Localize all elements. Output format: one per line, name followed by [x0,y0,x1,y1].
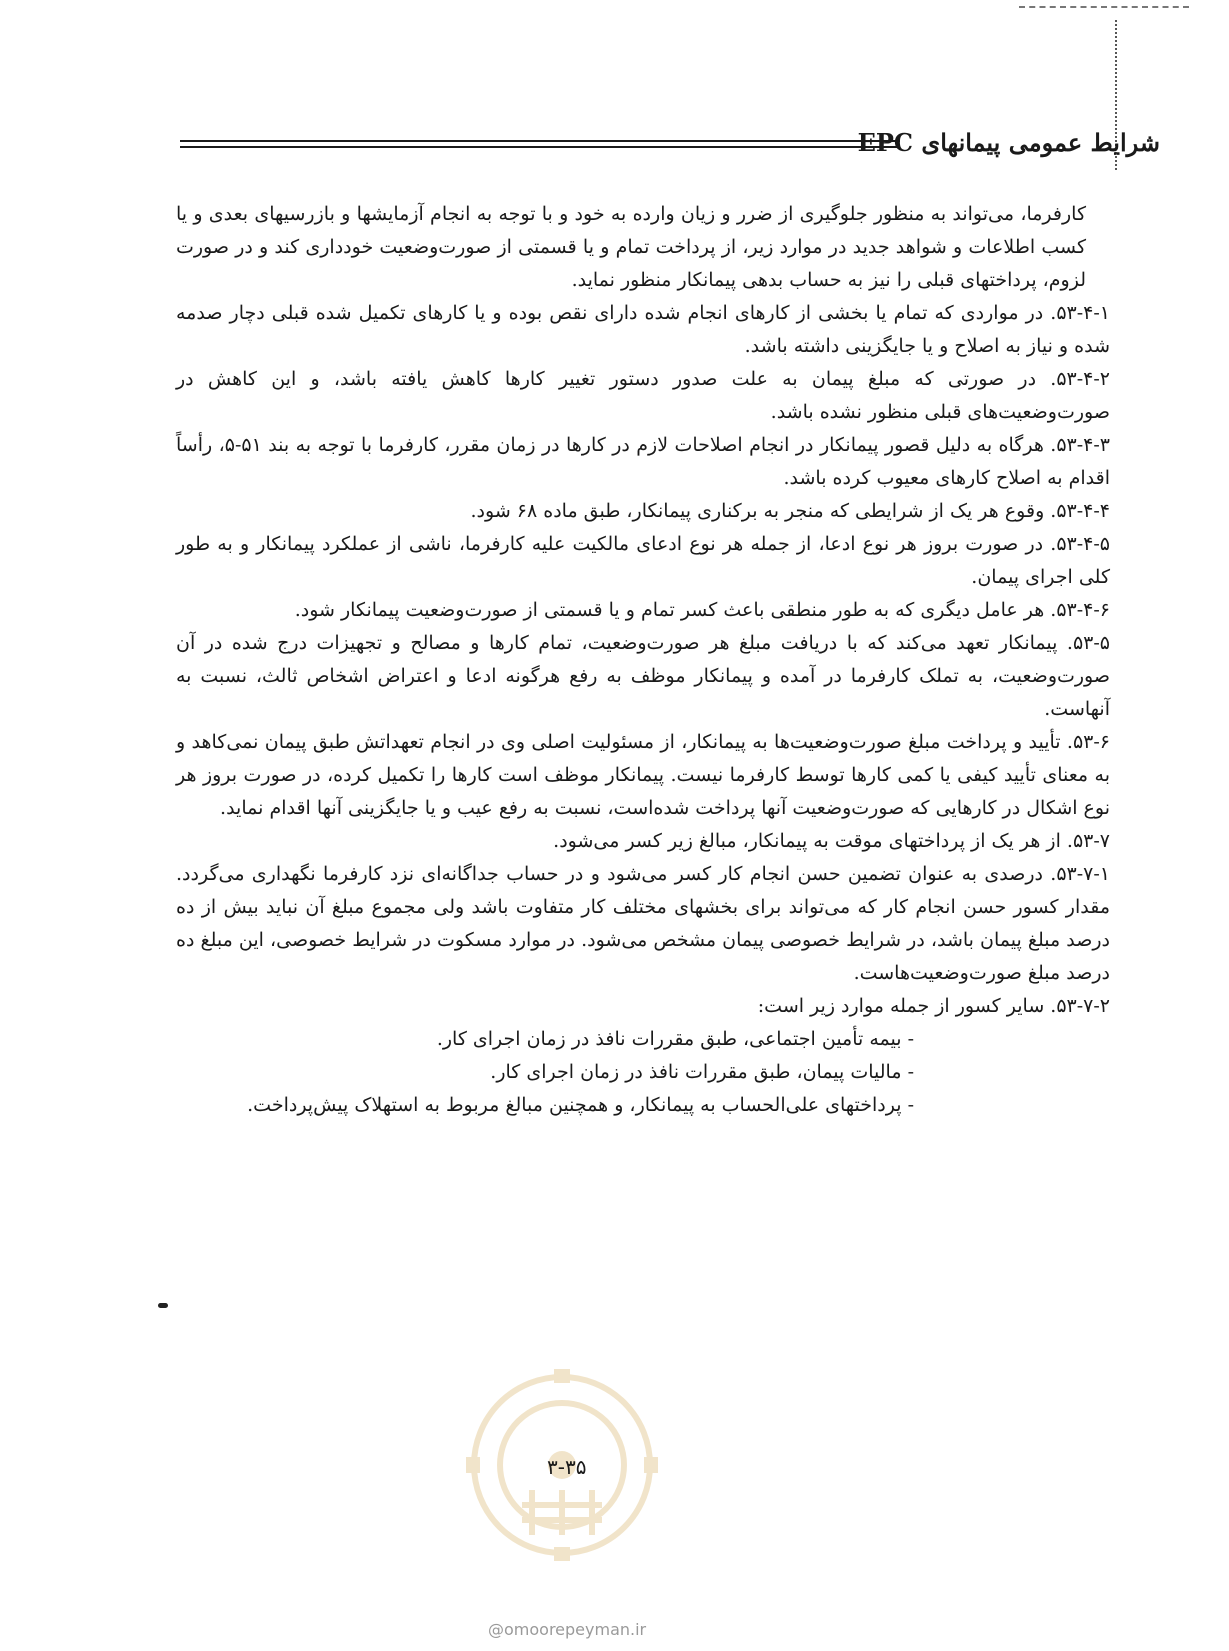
paragraph: ۵۳-۴-۱. در مواردی که تمام یا بخشی از کارهای انجام شده دارای نقص بوده و یا کارهای تکمیل شده قبلی دچار صدمه شده و نیاز به اصلاح و یا جایگزینی داشته باشد. [176,302,1110,357]
paragraph: ۵۳-۴-۳. هرگاه به دلیل قصور پیمانکار در انجام اصلاحات لازم در کارها در زمان مقرر، کارفرما با توجه به بند ۵۱-۵، رأساً اقدام به اصلاح کارهای معیوب کرده باشد. [176,434,1110,489]
paragraph: ۵۳-۷-۲. سایر کسور از جمله موارد زیر است: [757,995,1110,1017]
scan-edge-mark [1019,6,1189,8]
scan-speck [158,1303,168,1308]
running-title: شرایط عمومی پیمانهای EPC [857,128,1160,157]
list-item: - بیمه تأمین اجتماعی، طبق مقررات نافذ در زمان اجرای کار. [436,1028,914,1050]
paragraph: ۵۳-۴-۲. در صورتی که مبلغ پیمان به علت صدور دستور تغییر کارها کاهش یافته باشد، و این کاهش در صورت‌وضعیت‌های قبلی منظور نشده باشد. [176,368,1110,423]
list-item: - پرداختهای علی‌الحساب به پیمانکار، و همچنین مبالغ مربوط به استهلاک پیش‌پرداخت. [247,1094,914,1116]
list-item: - مالیات پیمان، طبق مقررات نافذ در زمان اجرای کار. [490,1061,914,1083]
paragraph: ۵۳-۴-۶. هر عامل دیگری که به طور منطقی باعث کسر تمام و یا قسمتی از صورت‌وضعیت پیمانکار شود. [294,599,1110,621]
paragraph: ۵۳-۴-۵. در صورت بروز هر نوع ادعا، از جمله هر نوع ادعای مالکیت علیه کارفرما، ناشی از عملکرد پیمانکار و به طور کلی اجرای پیمان. [176,533,1110,588]
paragraph: ۵۳-۵. پیمانکار تعهد می‌کند که با دریافت مبلغ هر صورت‌وضعیت، تمام کارها و مصالح و تجهیزات درج شده در آن صورت‌وضعیت، به تملک کارفرما در آمده و پیمانکار موظف به رفع هرگونه ادعا و اعتراض اشخاص ثالث، نسبت به آنهاست. [176,632,1111,720]
paragraph: ۵۳-۷-۱. درصدی به عنوان تضمین حسن انجام کار کسر می‌شود و در حساب جداگانه‌ای نزد کارفرما نگهداری می‌گردد. مقدار کسور حسن انجام کار که می‌تواند برای بخشهای مختلف کار متفاوت باشد ولی مجموع مبلغ آن نباید بیش از ده درصد مبلغ پیمان باشد، در شرایط خصوصی پیمان مشخص می‌شود. در موارد مسکوت در شرایط خصوصی، این مبلغ ده درصد مبلغ صورت‌وضعیت‌هاست. [176,863,1111,984]
footer-website: @omoorepeyman.ir [488,1620,647,1639]
document-body [176,198,1110,1122]
page-number: ۳-۳۵ [547,1455,587,1479]
header-rule [180,146,900,148]
header-rule [180,140,900,142]
paragraph: ۵۳-۴-۴. وقوع هر یک از شرایطی که منجر به برکناری پیمانکار، طبق ماده ۶۸ شود. [470,500,1110,522]
page-header [180,128,1160,168]
paragraph: کارفرما، می‌تواند به منظور جلوگیری از ضرر و زیان وارده به خود و با توجه به انجام آزمایشها و بازرسیهای بعدی و یا کسب اطلاعات و شواهد جدید در موارد زیر، از پرداخت تمام و یا قسمتی از صورت‌وضعیت خودداری کند و در صورت لزوم، پرداختهای قبلی را نیز به حساب بدهی پیمانکار منظور نماید. [176,203,1086,291]
paragraph: ۵۳-۷. از هر یک از پرداختهای موقت به پیمانکار، مبالغ زیر کسر می‌شود. [553,830,1110,852]
paragraph: ۵۳-۶. تأیید و پرداخت مبلغ صورت‌وضعیت‌ها به پیمانکار، از مسئولیت اصلی وی در انجام تعهداتش طبق پیمان نمی‌کاهد و به معنای تأیید کیفی یا کمی کارها توسط کارفرما نیست. پیمانکار موظف است کارها را تکمیل کرده، در صورت بروز هر نوع اشکال در کارهایی که صورت‌وضعیت آنها پرداخت شده‌است، نسبت به رفع عیب و یا جایگزینی آنها اقدام نماید. [176,731,1110,819]
